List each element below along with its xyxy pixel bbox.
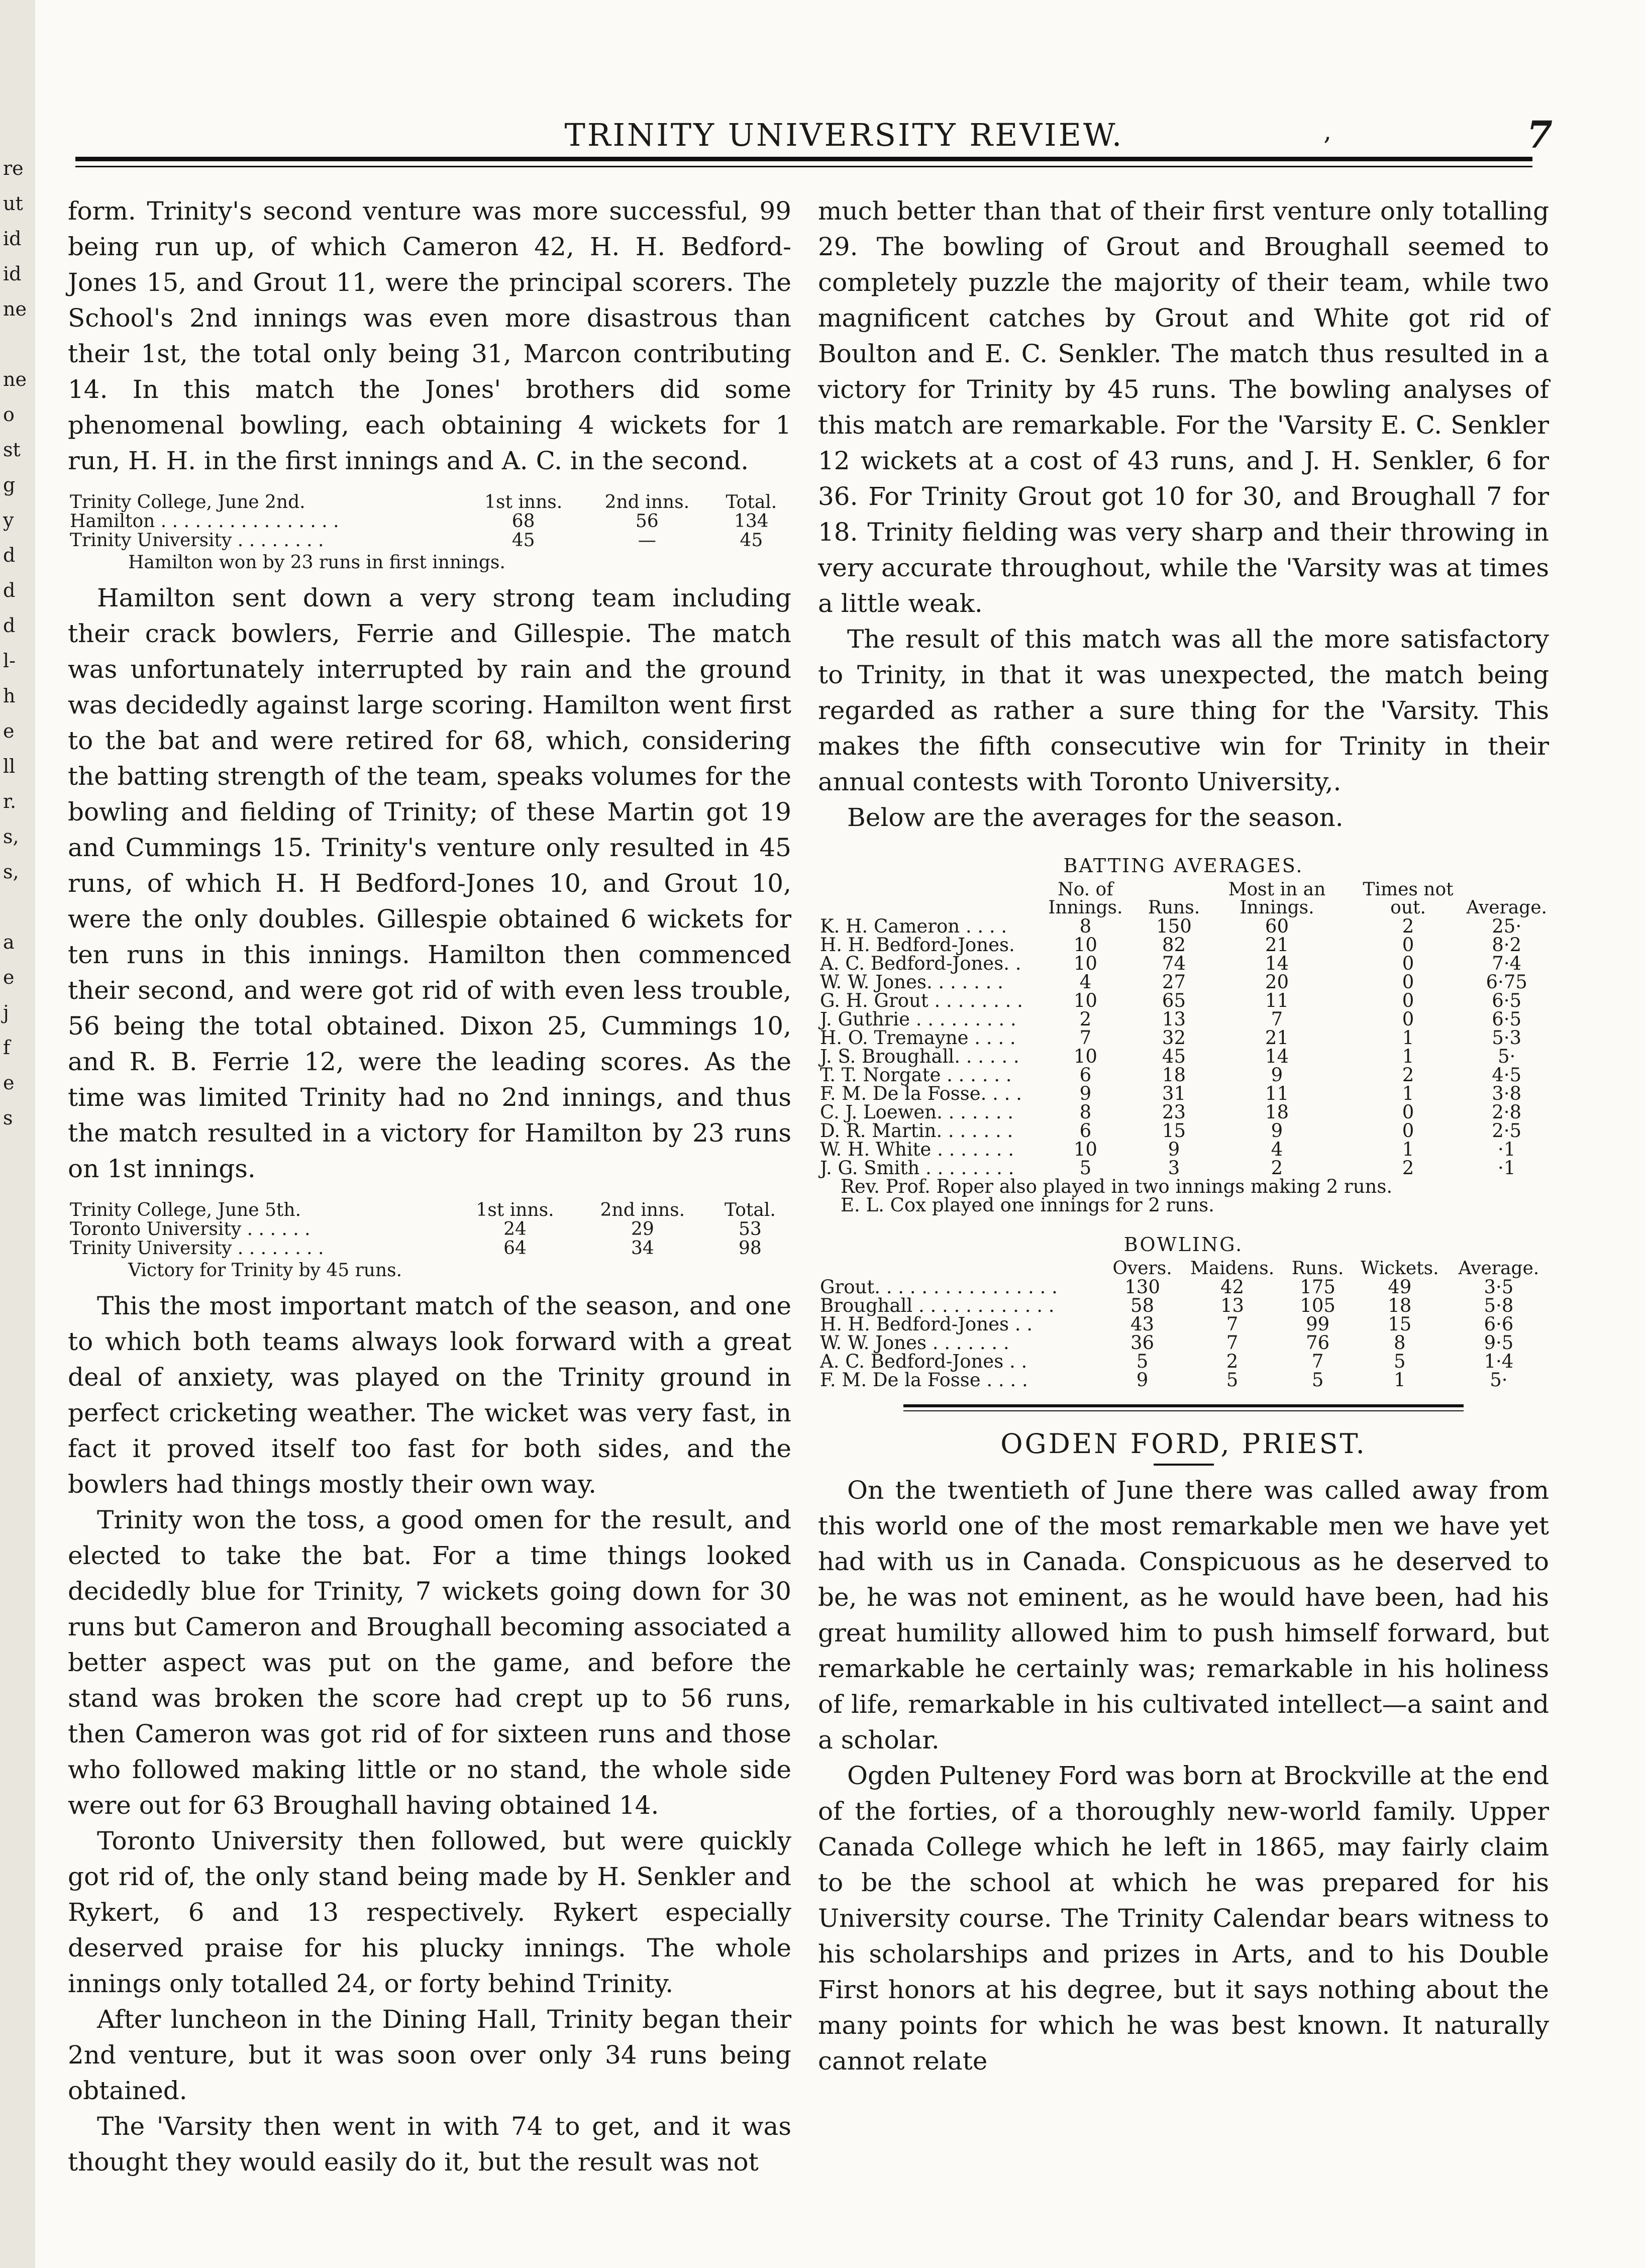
stat-value: 5 (1136, 1351, 1149, 1372)
stat-value: 13 (1220, 1295, 1245, 1316)
stat-value: 2·8 (1492, 1101, 1522, 1123)
stat-value: 5·8 (1484, 1295, 1514, 1316)
stat-value: 36 (1130, 1332, 1155, 1354)
player-name: A. C. Bedford-Jones . . (820, 1351, 1027, 1372)
player-name: W. W. Jones . . . . . . . (820, 1332, 1009, 1354)
margin-fragment: e (3, 966, 15, 988)
stat-value: 43 (1130, 1313, 1155, 1335)
stat-value: 0 (1402, 1101, 1414, 1123)
player-name: F. M. De la Fosse. . . . (820, 1083, 1022, 1104)
score-table-june-5 (68, 1201, 791, 1258)
table-cell: 56 (635, 511, 659, 532)
batting-row (818, 936, 1549, 954)
bowling-row (818, 1371, 1549, 1389)
player-name: H. H. Bedford-Jones . . (820, 1313, 1033, 1335)
margin-fragment: ut (3, 192, 23, 215)
stat-value: 0 (1402, 1120, 1414, 1142)
publication-title: TRINITY UNIVERSITY REVIEW. (564, 117, 1124, 153)
stat-value: 8 (1079, 915, 1092, 937)
player-name: A. C. Bedford-Jones. . (820, 953, 1021, 974)
stat-value: 9 (1271, 1064, 1283, 1086)
batting-averages-title: BATTING AVERAGES. (1063, 855, 1304, 877)
batting-row (818, 954, 1549, 973)
stat-value: 99 (1306, 1313, 1330, 1335)
stat-value: 42 (1220, 1276, 1245, 1298)
stat-value: 3 (1168, 1157, 1180, 1179)
stat-value: 21 (1265, 934, 1289, 956)
table-cell: 98 (738, 1238, 762, 1259)
table-note: Rev. Prof. Roper also played in two innings making 2 runs. (841, 1176, 1393, 1197)
player-name: Broughall . . . . . . . . . . . . (820, 1295, 1055, 1316)
table-cell: 1st inns. (476, 1200, 554, 1220)
stat-value: 7 (1226, 1313, 1239, 1335)
margin-fragment: d (3, 579, 16, 601)
batting-row (818, 1066, 1549, 1084)
stat-value: 74 (1162, 953, 1186, 974)
margin-fragment: g (3, 474, 16, 496)
stat-value: 10 (1073, 934, 1097, 956)
stat-value: 4 (1271, 1139, 1283, 1160)
stat-value: 5 (1393, 1351, 1406, 1372)
stat-value: 1 (1402, 1139, 1414, 1160)
stat-value: 0 (1402, 971, 1414, 993)
table-header-row (818, 881, 1549, 917)
table-header-cell: Runs. (1291, 1258, 1344, 1279)
table-header-cell: No. of Innings. (1048, 879, 1123, 918)
margin-fragment (3, 889, 33, 924)
table-note: E. L. Cox played one innings for 2 runs. (841, 1194, 1214, 1216)
margin-fragment: o (3, 403, 15, 426)
table-cell: Trinity University . . . . . . . . (70, 1238, 324, 1259)
table-row (68, 512, 791, 531)
table-cell: Trinity College, June 5th. (70, 1200, 301, 1220)
stat-value: 58 (1130, 1295, 1155, 1316)
table-header-row (68, 493, 791, 512)
stat-value: 0 (1402, 934, 1414, 956)
stat-value: 65 (1162, 990, 1186, 1011)
margin-fragment: r. (3, 790, 17, 812)
stat-value: 11 (1265, 990, 1289, 1011)
stat-value: 5· (1490, 1369, 1508, 1391)
margin-fragment: s, (3, 861, 19, 883)
stat-value: 8 (1079, 1101, 1092, 1123)
paragraph: This the most important match of the season, and one to which both teams always look forward with a great deal of anxiety, was played on the Trinity ground in perfect cricketing weather. The wicket was very fast, in fact it proved itself too fast for both sides, and the bowlers had things mostly their own way. (68, 1291, 791, 1499)
stat-value: 25· (1492, 915, 1522, 937)
bowling-title: BOWLING. (1123, 1233, 1244, 1256)
stat-value: 6·6 (1484, 1313, 1514, 1335)
stat-value: 60 (1265, 915, 1289, 937)
table-row (68, 1239, 791, 1258)
table-header-row (818, 1260, 1549, 1278)
player-name: W. H. White . . . . . . . (820, 1139, 1014, 1160)
stat-value: 15 (1162, 1120, 1186, 1142)
paragraph: much better than that of their first venture only totalling 29. The bowling of Grout and Broughall seemed to completely puzzle the majority of their team, while two magnificent catches by Grout and White got rid of Boulton and E. C. Senkler. The match thus resulted in a victory for Trinity by 45 runs. The bowling analyses of this match are remarkable. For the 'Varsity E. C. Senkler 12 wickets at a cost of 43 runs, and J. H. Senkler, 6 for 36. For Trinity Grout got 10 for 30, and Broughall 7 for 18. Trinity fielding was very sharp and their throwing in very accurate throughout, while the 'Varsity was at times a little weak. (818, 196, 1549, 618)
table-cell: Trinity University . . . . . . . . (70, 530, 324, 551)
stat-value: 5 (1311, 1369, 1324, 1391)
stat-value: 9·5 (1484, 1332, 1514, 1354)
stat-value: 14 (1265, 953, 1289, 974)
stat-value: 7 (1311, 1351, 1324, 1372)
margin-fragment (3, 327, 33, 362)
adjacent-page-edge (0, 0, 35, 2268)
player-name: D. R. Martin. . . . . . . (820, 1120, 1013, 1142)
batting-row (818, 1140, 1549, 1159)
stat-value: ·1 (1498, 1157, 1516, 1179)
stat-value: 2 (1402, 1064, 1414, 1086)
bowling-row (818, 1315, 1549, 1333)
table-cell: 68 (511, 511, 535, 532)
margin-fragment: ll (3, 755, 16, 777)
table-cell: Total. (724, 1200, 776, 1220)
stat-value: 175 (1300, 1276, 1335, 1298)
stat-value: 3·5 (1484, 1276, 1514, 1298)
table-cell: Trinity College, June 2nd. (70, 492, 305, 512)
stat-value: 1 (1402, 1083, 1414, 1104)
table-header-cell: Average. (1458, 1258, 1539, 1279)
stat-value: 18 (1162, 1064, 1186, 1086)
page-number: 7 (1526, 114, 1553, 157)
margin-fragment: ne (3, 298, 27, 320)
table-cell: 2nd inns. (600, 1200, 685, 1220)
stat-value: 2 (1226, 1351, 1239, 1372)
batting-row (818, 917, 1549, 936)
batting-row (818, 991, 1549, 1010)
player-name: C. J. Loewen. . . . . . . (820, 1101, 1014, 1123)
stat-value: 4·5 (1492, 1064, 1522, 1086)
stat-value: 7·4 (1492, 953, 1522, 974)
stat-value: 21 (1265, 1027, 1289, 1049)
stat-value: 150 (1156, 915, 1192, 937)
table-cell: 134 (734, 511, 769, 532)
stat-value: 5 (1079, 1157, 1092, 1179)
header-rule-thin (75, 166, 1532, 167)
stat-value: 10 (1073, 990, 1097, 1011)
table-header-cell: Most in an Innings. (1228, 879, 1326, 918)
stat-value: 2 (1402, 915, 1414, 937)
stat-value: 0 (1402, 990, 1414, 1011)
table-cell: 45 (740, 530, 763, 551)
player-name: H. H. Bedford-Jones. (820, 934, 1015, 956)
player-name: Grout. . . . . . . . . . . . . . . . (820, 1276, 1058, 1298)
table-cell: 1st inns. (484, 492, 563, 512)
batting-row (818, 1159, 1549, 1177)
table-header-cell: Maidens. (1190, 1258, 1275, 1279)
stat-value: 9 (1271, 1120, 1283, 1142)
stat-value: 13 (1162, 1008, 1186, 1030)
adjacent-page-fragments (3, 151, 33, 1136)
paragraph: The 'Varsity then went in with 74 to get, and it was thought they would easily do it, but the result was not (68, 2112, 791, 2177)
stat-value: 7 (1226, 1332, 1239, 1354)
batting-row (818, 1047, 1549, 1066)
table-header-cell: Times not out. (1363, 879, 1454, 918)
stat-value: 2 (1079, 1008, 1092, 1030)
stat-value: 6·75 (1486, 971, 1527, 993)
right-column (818, 193, 1549, 2079)
stat-value: 32 (1162, 1027, 1186, 1049)
stat-value: 49 (1388, 1276, 1412, 1298)
stat-value: 0 (1402, 1008, 1414, 1030)
stat-value: 3·8 (1492, 1083, 1522, 1104)
table-cell: 24 (503, 1219, 527, 1240)
table-header-cell (818, 1260, 1105, 1278)
bowling-row (818, 1296, 1549, 1315)
stat-value: 6 (1079, 1120, 1092, 1142)
stat-value: 8·2 (1492, 934, 1522, 956)
bowling-row (818, 1352, 1549, 1371)
stat-value: 76 (1306, 1332, 1330, 1354)
margin-fragment: e (3, 720, 15, 742)
paragraph: On the twentieth of June there was called away from this world one of the most remarkable men we have yet had with us in Canada. Conspicuous as he deserved to be, he was not eminent, as he would have been, had his great humility allowed him to push himself forward, but remarkable he certainly was; remarkable in his holiness of life, remarkable in his cultivated intellect—a saint and a scholar. (818, 1476, 1549, 1755)
stat-value: 11 (1265, 1083, 1289, 1104)
margin-fragment: id (3, 263, 22, 285)
table-header-row (68, 1201, 791, 1220)
table-cell: Toronto University . . . . . . (70, 1219, 311, 1240)
margin-fragment: f (3, 1037, 11, 1059)
player-name: F. M. De la Fosse . . . . (820, 1369, 1028, 1391)
player-name: J. G. Smith . . . . . . . . (820, 1157, 1014, 1179)
table-header-cell (818, 881, 1025, 917)
margin-fragment: l- (3, 650, 16, 672)
margin-fragment: e (3, 1072, 15, 1094)
paragraph: form. Trinity's second venture was more successful, 99 being run up, of which Cameron 42, H. H. Bedford-Jones 15, and Grout 11, were the principal scorers. The School's 2nd innings was even more disastrous than their 1st, the total only being 31, Marcon contributing 14. In this match the Jones' brothers did some phenomenal bowling, each obtaining 4 wickets for 1 run, H. H. in the first innings and A. C. in the second. (68, 196, 791, 475)
stat-value: 5 (1226, 1369, 1239, 1391)
article-title: OGDEN FORD, PRIEST. (1000, 1428, 1367, 1460)
stat-value: 5· (1498, 1046, 1516, 1067)
table-cell: — (638, 530, 656, 551)
stat-value: 6 (1079, 1064, 1092, 1086)
stat-value: 14 (1265, 1046, 1289, 1067)
stat-value: 18 (1265, 1101, 1289, 1123)
bowling-table (818, 1260, 1549, 1389)
table-header-cell: Runs. (1148, 897, 1200, 918)
paragraph: The result of this match was all the more satisfactory to Trinity, in that it was unexpected, the match being regarded as rather a sure thing for the 'Varsity. This makes the fifth consecutive win for Trinity in their annual contests with Toronto University,. (818, 625, 1549, 796)
margin-fragment: ne (3, 368, 27, 390)
batting-averages-table (818, 881, 1549, 1177)
stat-value: 23 (1162, 1101, 1186, 1123)
margin-fragment: j (3, 1001, 9, 1023)
stat-value: 9 (1168, 1139, 1180, 1160)
left-column (68, 193, 791, 2180)
table-cell: Total. (726, 492, 777, 512)
stat-value: 2·5 (1492, 1120, 1522, 1142)
player-name: G. H. Grout . . . . . . . . (820, 990, 1023, 1011)
table-cell: 2nd inns. (604, 492, 690, 512)
player-name: J. S. Broughall. . . . . . (820, 1046, 1019, 1067)
header-rule-thick (75, 157, 1532, 161)
stat-value: 9 (1136, 1369, 1149, 1391)
margin-fragment: st (3, 439, 21, 461)
table-row (68, 1220, 791, 1239)
table-caption: Hamilton won by 23 runs in first innings. (128, 552, 505, 573)
stat-value: 1 (1402, 1046, 1414, 1067)
stat-value: 18 (1388, 1295, 1412, 1316)
stat-value: 7 (1271, 1008, 1283, 1030)
margin-fragment: h (3, 685, 16, 707)
batting-row (818, 1121, 1549, 1140)
stat-value: 20 (1265, 971, 1289, 993)
batting-row (818, 1028, 1549, 1047)
batting-row (818, 1010, 1549, 1028)
stat-value: 8 (1393, 1332, 1406, 1354)
stat-value: ·1 (1498, 1139, 1516, 1160)
table-cell: 45 (511, 530, 535, 551)
stat-value: 105 (1300, 1295, 1335, 1316)
margin-fragment: d (3, 614, 16, 637)
margin-fragment: d (3, 544, 16, 566)
stat-value: 10 (1073, 953, 1097, 974)
table-header-cell: Wickets. (1360, 1258, 1439, 1279)
paragraph: Hamilton sent down a very strong team including their crack bowlers, Ferrie and Gillespie. The match was unfortunately interrupted by rain and the ground was decidedly against large scoring. Hamilton went first to the bat and were retired for 68, which, considering the batting strength of the team, speaks volumes for the bowling and fielding of Trinity; of these Martin got 19 and Cummings 15. Trinity's venture only resulted in 45 runs, of which H. H Bedford-Jones 10, and Grout 10, were the only doubles. Gillespie obtained 6 wickets for ten runs in this innings. Hamilton then commenced their second, and were got rid of with even less trouble, 56 being the total obtained. Dixon 25, Cummings 10, and R. B. Ferrie 12, were the leading scores. As the time was limited Trinity had no 2nd innings, and thus the match resulted in a victory for Hamilton by 23 runs on 1st innings. (68, 583, 791, 1183)
stray-mark: , (1323, 117, 1331, 146)
paragraph: After luncheon in the Dining Hall, Trinity began their 2nd venture, but it was soon over only 34 runs being obtained. (68, 2005, 791, 2105)
stat-value: 2 (1271, 1157, 1283, 1179)
table-cell: 53 (738, 1219, 762, 1240)
stat-value: 5·3 (1492, 1027, 1522, 1049)
bowling-row (818, 1278, 1549, 1296)
margin-fragment: s, (3, 826, 19, 848)
title-underline (1154, 1464, 1214, 1466)
stat-value: 31 (1162, 1083, 1186, 1104)
score-table-june-2 (68, 493, 791, 550)
stat-value: 6·5 (1492, 1008, 1522, 1030)
bowling-row (818, 1333, 1549, 1352)
stat-value: 1 (1393, 1369, 1406, 1391)
table-cell: Hamilton . . . . . . . . . . . . . . . . (70, 511, 339, 532)
stat-value: 0 (1402, 953, 1414, 974)
batting-row (818, 1084, 1549, 1103)
stat-value: 45 (1162, 1046, 1186, 1067)
margin-fragment: s (3, 1107, 13, 1129)
stat-value: 15 (1388, 1313, 1412, 1335)
margin-fragment: y (3, 509, 14, 531)
stat-value: 1·4 (1484, 1351, 1514, 1372)
stat-value: 1 (1402, 1027, 1414, 1049)
table-header-cell: Overs. (1112, 1258, 1172, 1279)
table-cell: 34 (631, 1238, 654, 1259)
player-name: T. T. Norgate . . . . . . (820, 1064, 1012, 1086)
stat-value: 130 (1124, 1276, 1160, 1298)
stat-value: 27 (1162, 971, 1186, 993)
paragraph: Below are the averages for the season. (847, 803, 1344, 832)
margin-fragment: id (3, 228, 22, 250)
paragraph: Toronto University then followed, but were quickly got rid of, the only stand being made by H. Senkler and Rykert, 6 and 13 respectively. Rykert especially deserved praise for his plucky innings. The whole innings only totalled 24, or forty behind Trinity. (68, 1826, 791, 1998)
margin-fragment: a (3, 931, 15, 953)
batting-row (818, 1103, 1549, 1121)
player-name: H. O. Tremayne . . . . (820, 1027, 1016, 1049)
stat-value: 6·5 (1492, 990, 1522, 1011)
paragraph: Ogden Pulteney Ford was born at Brockville at the end of the forties, of a thoroughly new-world family. Upper Canada College which he left in 1865, may fairly claim to be the school at which he was prepared for his University course. The Trinity Calendar bears witness to his scholarships and prizes in Arts, and to his Double First honors at his degree, but it says nothing about the many points for which he was best known. It naturally cannot relate (818, 1761, 1549, 2076)
stat-value: 10 (1073, 1046, 1097, 1067)
stat-value: 2 (1402, 1157, 1414, 1179)
paragraph: Trinity won the toss, a good omen for the result, and elected to take the bat. For a time things looked decidedly blue for Trinity, 7 wickets going down for 30 runs but Cameron and Broughall becoming associated a better aspect was put on the game, and before the stand was broken the score had crept up to 56 runs, then Cameron was got rid of for sixteen runs and those who followed making little or no stand, the whole side were out for 63 Broughall having obtained 14. (68, 1505, 791, 1820)
table-cell: 29 (631, 1219, 654, 1240)
player-name: J. Guthrie . . . . . . . . . (820, 1008, 1016, 1030)
batting-row (818, 973, 1549, 991)
running-head (75, 114, 1613, 157)
stat-value: 82 (1162, 934, 1186, 956)
stat-value: 7 (1079, 1027, 1092, 1049)
table-row (68, 531, 791, 550)
table-caption: Victory for Trinity by 45 runs. (128, 1260, 402, 1281)
stat-value: 9 (1079, 1083, 1092, 1104)
stat-value: 4 (1079, 971, 1092, 993)
stat-value: 10 (1073, 1139, 1097, 1160)
player-name: W. W. Jones. . . . . . . (820, 971, 1003, 993)
player-name: K. H. Cameron . . . . (820, 915, 1007, 937)
margin-fragment: re (3, 157, 24, 179)
table-header-cell: Average. (1466, 897, 1547, 918)
table-cell: 64 (503, 1238, 527, 1259)
section-divider (903, 1404, 1464, 1411)
